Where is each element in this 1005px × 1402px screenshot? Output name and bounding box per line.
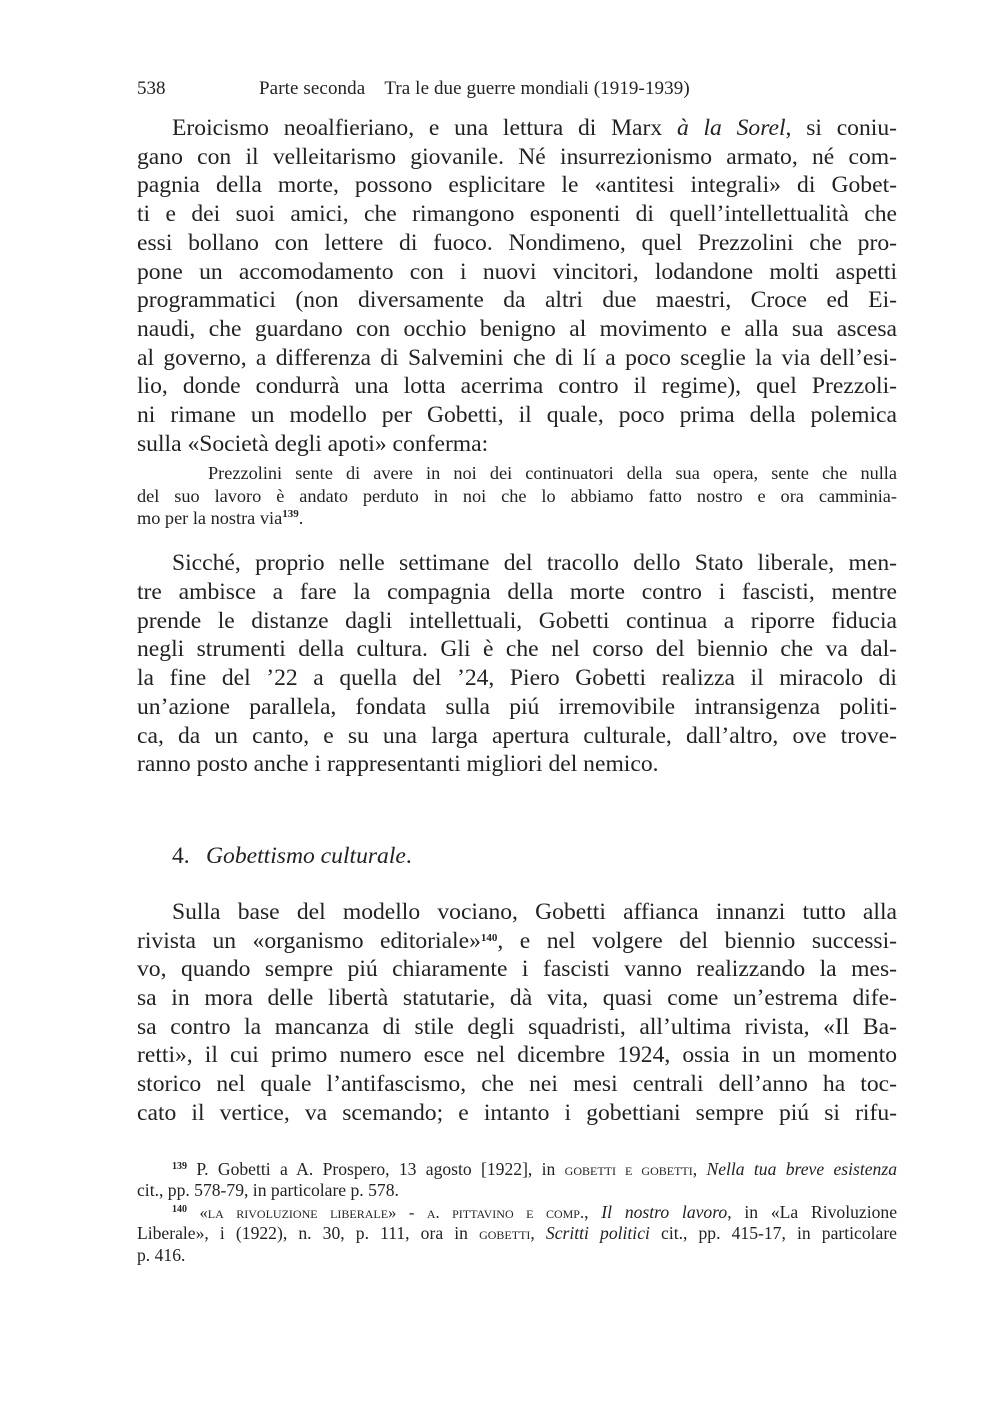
footnote-140: $^{140}$ «la rivoluzione liberale» - a. pittavino e comp., Il nostro lavoro, in «La Rivoluzione xyxy=(172,1201,898,1222)
text-line: programmatici (non diversamente da altri due maestri, Croce ed Ei- xyxy=(137,287,897,314)
text-line: la fine del ’22 a quella del ’24, Piero Gobetti realizza il miracolo di xyxy=(137,665,897,692)
paragraph-1 xyxy=(137,114,897,458)
text-line: vo, quando sempre piú chiaramente i fascisti vanno realizzando la mes- xyxy=(137,956,897,983)
footnotes xyxy=(137,1159,897,1267)
footnote-line: p. 416. xyxy=(137,1244,186,1265)
text-line: rivista un «organismo editoriale»$^{140}$, e nel volgere del biennio successi- xyxy=(137,927,897,954)
page-number: 538 xyxy=(137,78,166,99)
footnote-line: cit., pp. 578-79, in particolare p. 578. xyxy=(137,1180,399,1201)
text-line: sulla «Società degli apoti» conferma: xyxy=(137,430,489,457)
text-line: sa contro la mancanza di stile degli squadristi, all’ultima rivista, «Il Ba- xyxy=(137,1013,897,1040)
text-line: sa in mora delle libertà statutarie, dà vita, quasi come un’estrema dife- xyxy=(137,985,897,1012)
text-line: pagnia della morte, possono esplicitare le «antitesi integrali» di Gobet- xyxy=(137,172,897,199)
text-line: ca, da un canto, e su una larga apertura culturale, dall’altro, ove trove- xyxy=(137,722,897,749)
text-line: tre ambisce a fare la compagnia della morte contro i fascisti, mentre xyxy=(137,579,897,606)
footnote-ref-139[interactable]: 139 xyxy=(282,508,299,521)
footnote-line: Liberale», i (1922), n. 30, p. 111, ora in gobetti, Scritti politici cit., pp. 415-17, in particolare xyxy=(137,1223,897,1244)
section-title: Gobettismo culturale xyxy=(206,842,406,869)
text-line: Eroicismo neoalfieriano, e una lettura di Marx à la Sorel, si coniu- xyxy=(172,115,897,141)
text-line: un’azione parallela, fondata sulla piú irremovibile intransigenza politi- xyxy=(137,693,897,720)
block-quote xyxy=(137,462,897,529)
text-line: gano con il velleitarismo giovanile. Né insurrezionismo armato, né com- xyxy=(137,143,897,170)
text-line: Sicché, proprio nelle settimane del tracollo dello Stato liberale, men- xyxy=(172,550,897,577)
quote-line: mo per la nostra via$^{139}$. xyxy=(137,508,304,529)
text-line: negli strumenti della cultura. Gli è che nel corso del biennio che va dal- xyxy=(137,636,897,663)
quote-line: del suo lavoro è andato perduto in noi che lo abbiamo fatto nostro e ora camminia- xyxy=(137,485,897,506)
text-line: naudi, che guardano con occhio benigno al movimento e alla sua ascesa xyxy=(137,315,897,342)
text-line: pone un accomodamento con i nuovi vincitori, lodandone molti aspetti xyxy=(137,258,897,285)
text-line: lio, donde condurrà una lotta acerrima contro il regime), quel Prezzoli- xyxy=(137,373,897,400)
text-line: ti e dei suoi amici, che rimangono esponenti di quell’intellettualità che xyxy=(137,201,897,228)
text-line: storico nel quale l’antifascismo, che nei mesi centrali dell’anno ha toc- xyxy=(137,1071,897,1098)
footnote-139: $^{139}$ P. Gobetti a A. Prospero, 13 agosto [1922], in gobetti e gobetti, Nella tua breve esistenza xyxy=(172,1158,897,1179)
text-line: al governo, a differenza di Salvemini che di lí a poco sceglie la via dell’esi- xyxy=(137,344,897,371)
paragraph-2 xyxy=(137,549,897,779)
running-title: Parte seconda Tra le due guerre mondiali (1919-1939) xyxy=(259,78,690,99)
book-page xyxy=(137,78,897,1266)
text-line: retti», il cui primo numero esce nel dicembre 1924, ossia in un momento xyxy=(137,1042,897,1069)
section-heading: 4. Gobettismo culturale. xyxy=(172,842,412,869)
text-line: ni rimane un modello per Gobetti, il quale, poco prima della polemica xyxy=(137,402,897,429)
section-number: 4. xyxy=(172,842,190,869)
paragraph-3 xyxy=(137,898,897,1128)
text-line: ranno posto anche i rappresentanti migliori del nemico. xyxy=(137,751,659,778)
text-line: Sulla base del modello vociano, Gobetti affianca innanzi tutto alla xyxy=(172,898,897,925)
text-line: essi bollano con lettere di fuoco. Nondimeno, quel Prezzolini che pro- xyxy=(137,229,897,256)
running-header xyxy=(137,78,897,108)
quote-line: Prezzolini sente di avere in noi dei continuatori della sua opera, sente che nulla xyxy=(208,463,897,484)
text-line: prende le distanze dagli intellettuali, Gobetti continua a riporre fiducia xyxy=(137,607,897,634)
footnote-ref-140[interactable]: 140 xyxy=(480,931,498,944)
text-line: cato il vertice, va scemando; e intanto i gobettiani sempre piú si rifu- xyxy=(137,1099,897,1126)
